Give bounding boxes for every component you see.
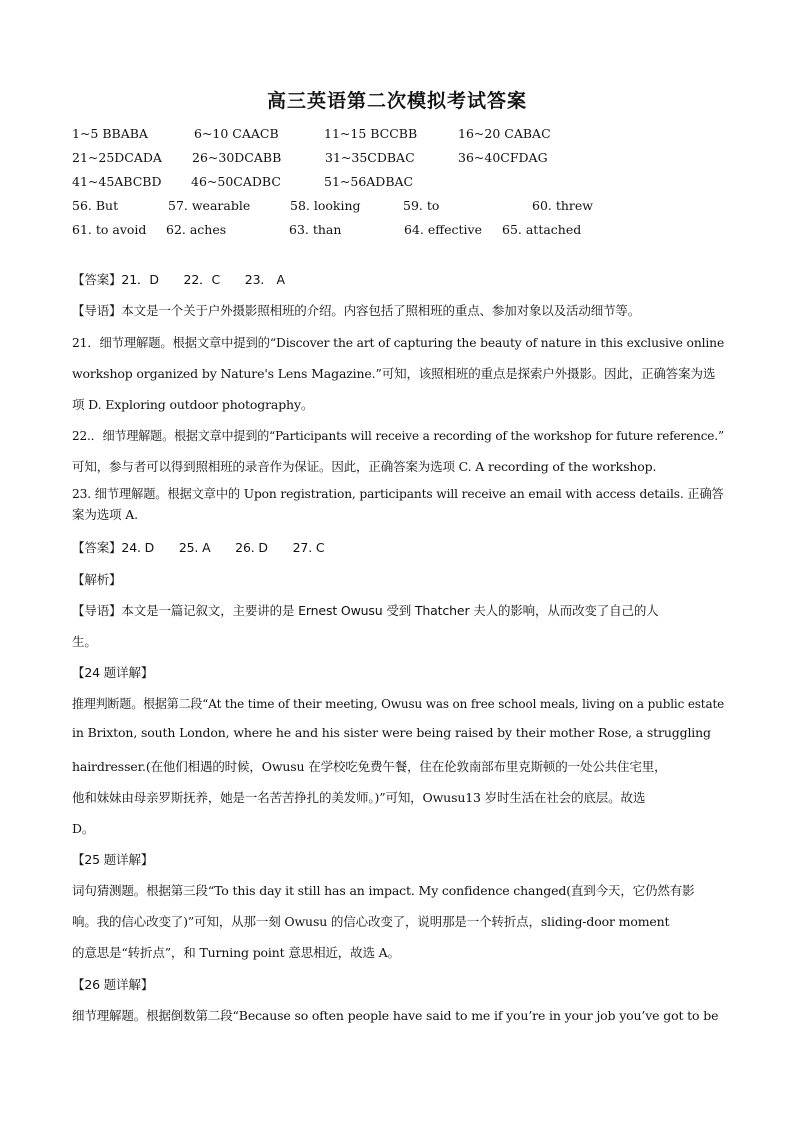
intro-paragraph: 【导语】本文是一篇记叙文，主要讲的是 Ernest Owusu 受到 Thatcher 夫人的影响，从而改变了自己的人 (72, 603, 659, 618)
answer-key-item: 60. threw (532, 198, 593, 213)
explanation-line: 案为选项 A. (72, 507, 138, 522)
explanation-line: 21．细节理解题。根据文章中提到的“Discover the art of capturing the beauty of nature in this exclusive online (72, 335, 725, 350)
question-heading: 【25 题详解】 (72, 852, 154, 867)
answer-key-item: 41~45ABCBD (72, 174, 162, 189)
answer-key-item: 1~5 BBABA (72, 126, 148, 141)
answer-key-item: 63. than (289, 222, 342, 237)
intro-paragraph: 【导语】本文是一个关于户外摄影照相班的介绍。内容包括了照相班的重点、参加对象以及活动细节等。 (72, 303, 641, 318)
intro-paragraph: 生。 (72, 634, 97, 649)
analysis-heading: 【解析】 (72, 572, 122, 587)
explanation-line: 可知，参与者可以得到照相班的录音作为保证。因此，正确答案为选项 C. A recording of the workshop. (72, 459, 657, 474)
explanation-line: 的意思是“转折点”，和 Turning point 意思相近，故选 A。 (72, 945, 400, 960)
explanation-line: hairdresser.(在他们相遇的时候，Owusu 在学校吃免费午餐，住在伦敦南部布里克斯顿的一处公共住宅里， (72, 759, 667, 774)
answer-key-item: 26~30DCABB (192, 150, 282, 165)
answer-heading: 【答案】21．D 22．C 23. A (72, 272, 285, 287)
answer-key-item: 46~50CADBC (191, 174, 281, 189)
question-heading: 【24 题详解】 (72, 665, 154, 680)
explanation-line: 响。我的信心改变了)”可知，从那一刻 Owusu 的信心改变了，说明那是一个转折点，sliding-door moment (72, 914, 670, 929)
explanation-line: 词句猜测题。根据第三段“To this day it still has an impact. My confidence changed(直到今天，它仍然有影 (72, 883, 695, 898)
answer-key-item: 36~40CFDAG (458, 150, 548, 165)
explanation-line: 推理判断题。根据第二段“At the time of their meeting, Owusu was on free school meals, living on a public estate (72, 696, 725, 711)
explanation-line: 细节理解题。根据倒数第二段“Because so often people have said to me if you’re in your job you’ve got to be (72, 1008, 719, 1023)
answer-key-item: 56. But (72, 198, 119, 213)
answer-key-item: 58. looking (290, 198, 361, 213)
answer-key-item: 61. to avoid (72, 222, 147, 237)
explanation-line: 项 D. Exploring outdoor photography。 (72, 397, 314, 412)
answer-key-item: 57. wearable (168, 198, 251, 213)
explanation-line: 23. 细节理解题。根据文章中的 Upon registration, participants will receive an email with access details. 正确答 (72, 486, 724, 501)
explanation-line: D。 (72, 821, 95, 836)
question-heading: 【26 题详解】 (72, 977, 154, 992)
answer-key-item: 16~20 CABAC (458, 126, 551, 141)
answer-key-item: 31~35CDBAC (325, 150, 415, 165)
answer-key-item: 65. attached (502, 222, 582, 237)
explanation-line: workshop organized by Nature's Lens Magazine.”可知，该照相班的重点是探索户外摄影。因此，正确答案为选 (72, 366, 716, 381)
answer-heading: 【答案】24. D 25. A 26. D 27. C (72, 540, 325, 555)
answer-key-item: 62. aches (166, 222, 227, 237)
answer-key-item: 59. to (403, 198, 440, 213)
explanation-line: 他和妹妹由母亲罗斯抚养，她是一名苦苦挣扎的美发师。)”可知，Owusu13 岁时生活在社会的底层。故选 (72, 790, 646, 805)
explanation-line: in Brixton, south London, where he and his sister were being raised by their mother Rose, a struggling (72, 725, 711, 740)
answer-key-item: 51~56ADBAC (324, 174, 414, 189)
explanation-line: 22.．细节理解题。根据文章中提到的“Participants will receive a recording of the workshop for future reference.” (72, 428, 724, 443)
answer-key-item: 6~10 CAACB (194, 126, 279, 141)
page-title: 高三英语第二次模拟考试答案 (266, 90, 527, 112)
answer-key-item: 21~25DCADA (72, 150, 162, 165)
answer-key-item: 64. effective (404, 222, 483, 237)
answer-key-item: 11~15 BCCBB (324, 126, 418, 141)
